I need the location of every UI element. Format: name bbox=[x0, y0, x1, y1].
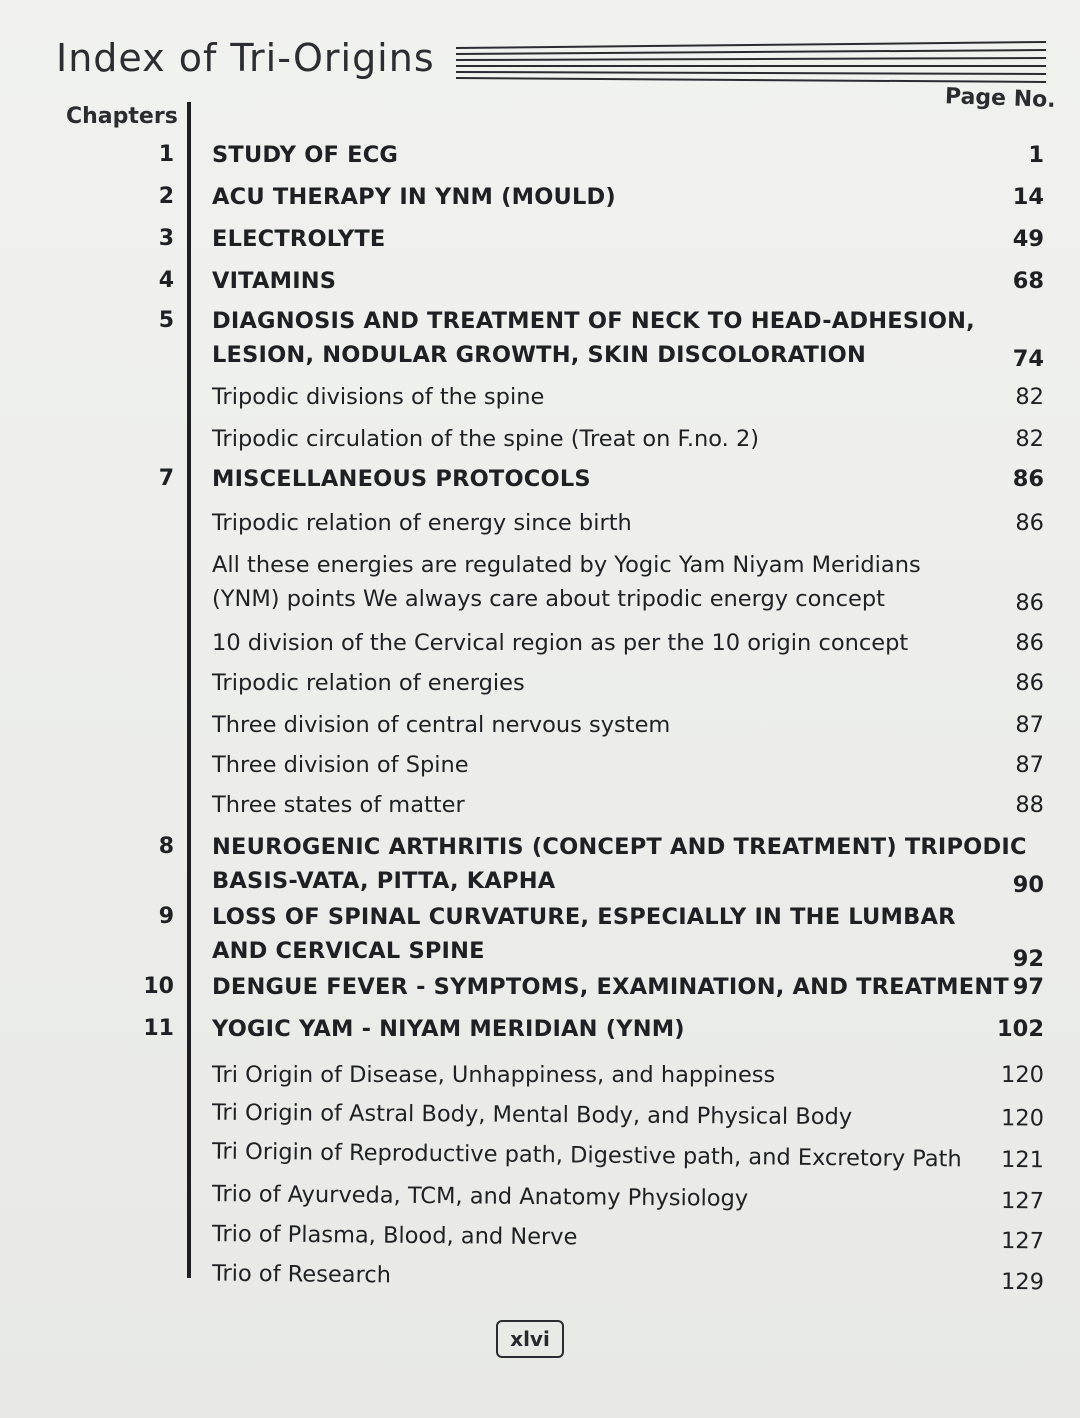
subtopic-row bbox=[0, 624, 1080, 662]
subtopic-title: Tripodic divisions of the spine bbox=[212, 384, 545, 410]
chapter-number: 5 bbox=[158, 308, 174, 333]
chapter-row bbox=[0, 898, 1080, 972]
page-number: 86 bbox=[1015, 590, 1044, 616]
subtopic-title: 10 division of the Cervical region as per the 10 origin concept bbox=[212, 630, 909, 656]
chapter-title: VITAMINS bbox=[212, 268, 337, 294]
subtopic-title: Trio of Research bbox=[211, 1260, 392, 1289]
page-number: 127 bbox=[1000, 1188, 1045, 1215]
chapter-title-continued: AND CERVICAL SPINE bbox=[212, 938, 485, 964]
chapter-row bbox=[0, 262, 1080, 300]
page-number: 86 bbox=[1015, 630, 1044, 656]
subtopic-row bbox=[0, 664, 1080, 702]
chapter-title-continued: BASIS-VATA, PITTA, KAPHA bbox=[212, 868, 556, 894]
chapter-title: DENGUE FEVER - SYMPTOMS, EXAMINATION, AND TREATMENT bbox=[212, 974, 1009, 1000]
subtopic-title-continued: (YNM) points We always care about tripodic energy concept bbox=[212, 586, 885, 612]
subtopic-row bbox=[0, 378, 1080, 416]
page-number: 74 bbox=[1012, 346, 1044, 372]
page-number-column-header: Page No. bbox=[944, 84, 1056, 113]
page-number: 102 bbox=[997, 1016, 1044, 1042]
page-number: 86 bbox=[1015, 670, 1044, 696]
page-number: 120 bbox=[1001, 1062, 1044, 1088]
subtopic-row bbox=[0, 1130, 1080, 1179]
subtopic-row bbox=[0, 420, 1080, 458]
subtopic-title: Tri Origin of Disease, Unhappiness, and happiness bbox=[212, 1062, 776, 1088]
chapter-number: 10 bbox=[143, 974, 174, 999]
chapter-number: 2 bbox=[158, 184, 174, 209]
subtopic-row bbox=[0, 546, 1080, 616]
page-number: 68 bbox=[1012, 268, 1044, 294]
chapter-number: 11 bbox=[143, 1016, 174, 1041]
page-number: 127 bbox=[1000, 1228, 1045, 1255]
subtopic-title: Tripodic relation of energy since birth bbox=[212, 510, 632, 536]
subtopic-title: All these energies are regulated by Yogic Yam Niyam Meridians bbox=[212, 552, 921, 578]
chapter-row bbox=[0, 136, 1080, 174]
chapter-number: 4 bbox=[158, 268, 174, 293]
page-number: 87 bbox=[1015, 752, 1044, 778]
chapter-row bbox=[0, 302, 1080, 372]
page-title: Index of Tri-Origins bbox=[56, 36, 435, 80]
subtopic-title: Trio of Plasma, Blood, and Nerve bbox=[211, 1221, 578, 1251]
subtopic-title: Three division of Spine bbox=[212, 752, 469, 778]
chapter-title: MISCELLANEOUS PROTOCOLS bbox=[212, 466, 591, 492]
page-number: 14 bbox=[1012, 184, 1044, 210]
chapter-row bbox=[0, 178, 1080, 216]
chapter-title-continued: LESION, NODULAR GROWTH, SKIN DISCOLORATION bbox=[212, 342, 867, 368]
subtopic-title: Tripodic relation of energies bbox=[212, 670, 525, 696]
chapter-number: 8 bbox=[158, 834, 174, 859]
chapter-row bbox=[0, 828, 1080, 898]
page-number: 86 bbox=[1012, 466, 1044, 492]
chapter-row bbox=[0, 1010, 1080, 1048]
page-number: 129 bbox=[1000, 1268, 1045, 1296]
page-number: 88 bbox=[1015, 792, 1044, 818]
page-number-badge: xlvi bbox=[496, 1320, 564, 1358]
chapter-number: 7 bbox=[158, 466, 174, 491]
subtopic-row bbox=[0, 786, 1080, 824]
subtopic-row bbox=[0, 1252, 1080, 1301]
subtopic-row bbox=[0, 746, 1080, 784]
page-number: 97 bbox=[1012, 974, 1044, 1000]
chapter-title: ELECTROLYTE bbox=[212, 226, 386, 252]
page-number: 82 bbox=[1015, 384, 1044, 410]
page-number: 87 bbox=[1015, 712, 1044, 738]
page-number: 49 bbox=[1012, 226, 1044, 252]
subtopic-title: Three states of matter bbox=[212, 792, 465, 818]
chapters-column-header: Chapters bbox=[66, 104, 178, 129]
subtopic-row bbox=[0, 1173, 1080, 1220]
chapter-title: YOGIC YAM - NIYAM MERIDIAN (YNM) bbox=[212, 1016, 685, 1042]
chapter-title: ACU THERAPY IN YNM (MOULD) bbox=[212, 184, 616, 210]
page-number: 90 bbox=[1012, 872, 1044, 898]
page-number: 86 bbox=[1015, 510, 1044, 536]
page-number: 1 bbox=[1028, 142, 1044, 168]
chapter-number: 1 bbox=[158, 142, 174, 167]
chapter-number: 3 bbox=[158, 226, 174, 251]
page-number: 121 bbox=[1000, 1146, 1045, 1174]
page-number: 82 bbox=[1015, 426, 1044, 452]
subtopic-row bbox=[0, 504, 1080, 542]
chapter-title: STUDY OF ECG bbox=[212, 142, 399, 168]
chapter-row bbox=[0, 220, 1080, 258]
subtopic-row bbox=[0, 1056, 1080, 1094]
chapter-row bbox=[0, 968, 1080, 1006]
chapter-title: DIAGNOSIS AND TREATMENT OF NECK TO HEAD-ADHESION, bbox=[212, 308, 975, 334]
subtopic-row bbox=[0, 1092, 1080, 1138]
chapter-title: NEUROGENIC ARTHRITIS (CONCEPT AND TREATMENT) TRIPODIC bbox=[212, 834, 1027, 860]
page-number: 92 bbox=[1012, 946, 1044, 972]
subtopic-title: Three division of central nervous system bbox=[212, 712, 671, 738]
chapter-number: 9 bbox=[158, 904, 174, 929]
page-number: 120 bbox=[1000, 1105, 1045, 1132]
subtopic-title: Tri Origin of Astral Body, Mental Body, and Physical Body bbox=[211, 1099, 853, 1131]
subtopic-row bbox=[0, 706, 1080, 744]
subtopic-title: Tri Origin of Reproductive path, Digestive path, and Excretory Path bbox=[211, 1138, 962, 1173]
chapter-title: LOSS OF SPINAL CURVATURE, ESPECIALLY IN THE LUMBAR bbox=[212, 904, 956, 930]
title-decoration-lines bbox=[456, 26, 1048, 88]
subtopic-title: Tripodic circulation of the spine (Treat on F.no. 2) bbox=[212, 426, 760, 452]
subtopic-title: Trio of Ayurveda, TCM, and Anatomy Physiology bbox=[211, 1181, 749, 1212]
chapter-row bbox=[0, 460, 1080, 498]
